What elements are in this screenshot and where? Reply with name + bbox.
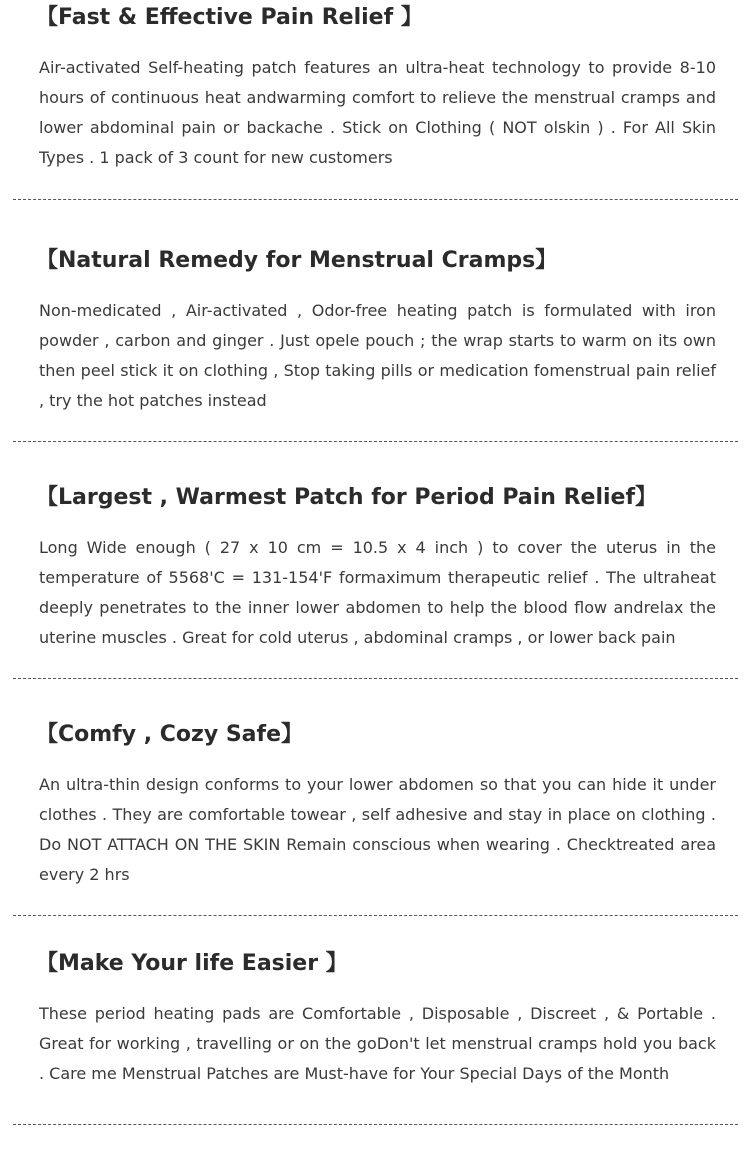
section-heading-largest-patch: 【Largest , Warmest Patch for Period Pain Relief】 [36,485,658,510]
section-divider [13,199,738,200]
section-body-life-easier: These period heating pads are Comfortable , Disposable , Discreet , & Portable . Great for working , travelling or on the goDon't let menstrual cramps hold you back . Care me Menstrual Patches are Must-have for Your Special Days of the Month [39,1004,716,1083]
section-body-pain-relief: Air-activated Self-heating patch features an ultra-heat technology to provide 8-10 hours of continuous heat andwarming comfort to relieve the menstrual cramps and lower abdominal pain or backache . Stick on Clothing ( NOT olskin ) . For All Skin Types . 1 pack of 3 count for new customers [39,58,716,167]
section-body-comfy-safe: An ultra-thin design conforms to your lower abdomen so that you can hide it under clothes . They are comfortable towear , self adhesive and stay in place on clothing . Do NOT ATTACH ON THE SKIN Remain conscious when wearing . Checktreated area every 2 hrs [39,775,716,884]
section-heading-life-easier: 【Make Your life Easier 】 [36,951,348,976]
section-heading-comfy-safe: 【Comfy , Cozy Safe】 [36,722,304,747]
section-heading-pain-relief: 【Fast & Effective Pain Relief 】 [36,5,423,30]
section-body-largest-patch: Long Wide enough ( 27 x 10 cm = 10.5 x 4 inch ) to cover the uterus in the temperature of 5568'C = 131-154'F formaximum therapeutic relief . The ultraheat deeply penetrates to the inner lower abdomen to help the blood flow andrelax the uterine muscles . Great for cold uterus , abdominal cramps , or lower back pain [39,538,716,647]
section-divider [13,678,738,679]
section-divider [13,441,738,442]
section-divider [13,915,738,916]
section-heading-natural-remedy: 【Natural Remedy for Menstrual Cramps】 [36,248,558,273]
section-body-natural-remedy: Non-medicated , Air-activated , Odor-free heating patch is formulated with iron powder , carbon and ginger . Just opele pouch ; the wrap starts to warm on its own then peel stick it on clothing , Stop taking pills or medication fomenstrual pain relief , try the hot patches instead [39,301,716,410]
section-divider [13,1124,738,1125]
